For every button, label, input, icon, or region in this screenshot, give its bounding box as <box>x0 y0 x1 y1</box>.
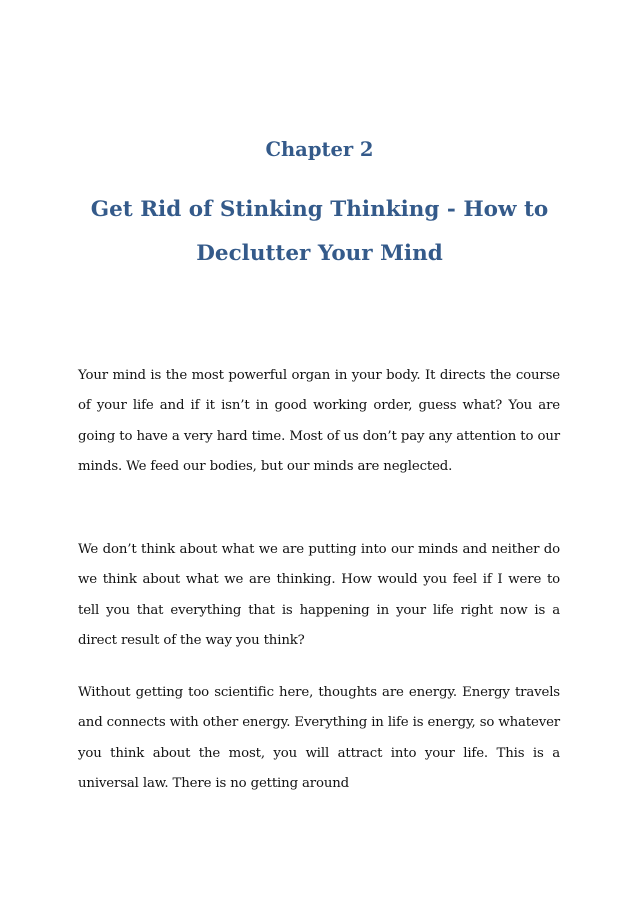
chapter-title: Get Rid of Stinking Thinking - How to Declutter Your Mind <box>90 197 549 266</box>
body-paragraph-3: Without getting too scientific here, thoughts are energy. Energy travels and connects with other energy. Everything in life is energy, so whatever you think about the most, you will attract into your life. This is a universal law. There is no getting around <box>78 685 560 791</box>
chapter-number: Chapter 2 <box>265 138 374 161</box>
body-paragraph-1: Your mind is the most powerful organ in your body. It directs the course of your life and if it isn’t in good working order, guess what? You are going to have a very hard time. Most of us don’t pay any attention to our minds. We feed our bodies, but our minds are neglected. <box>78 368 560 474</box>
body-paragraph-2: We don’t think about what we are putting into our minds and neither do we think about what we are thinking. How would you feel if I were to tell you that everything that is happening in your life right now is a direct result of the way you think? <box>78 542 560 648</box>
